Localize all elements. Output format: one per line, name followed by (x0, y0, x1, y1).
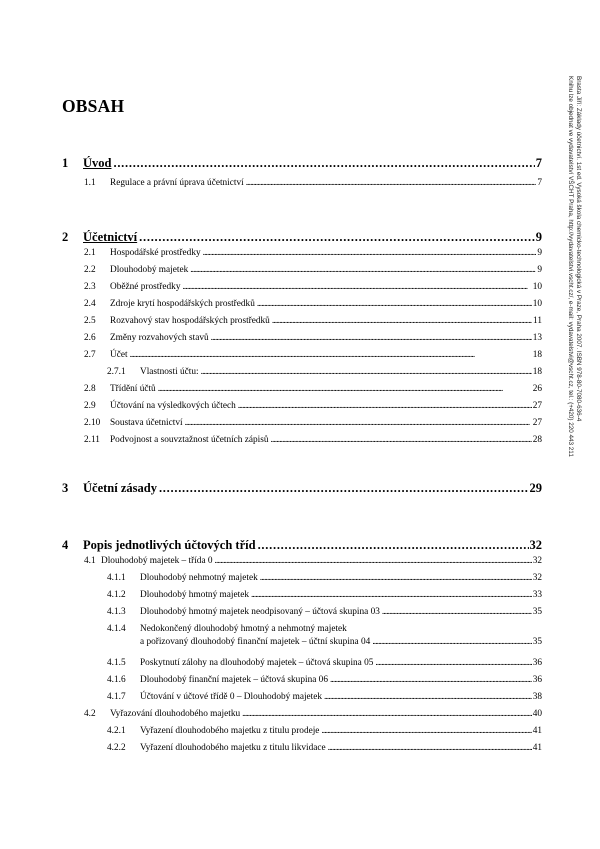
toc-leader (382, 607, 532, 617)
toc-number: 2.10 (84, 418, 101, 428)
toc-page: 9 (537, 248, 542, 258)
toc-title: Dlouhodobý majetek (110, 265, 189, 275)
toc-number: 2.7 (84, 350, 96, 360)
toc-title: Dlouhodobý finanční majetek – účtová skupina 06 (140, 675, 328, 685)
toc-title: Rozvahový stav hospodářských prostředků (110, 316, 270, 326)
toc-page: 7 (537, 178, 542, 188)
toc-page: 32 (532, 573, 542, 583)
toc-leader (324, 692, 532, 702)
toc-subsection-4-2-1[interactable] (107, 726, 542, 736)
toc-number: 4.1.7 (107, 692, 126, 702)
toc-title: Vyřazování dlouhodobého majetku (110, 709, 241, 719)
toc-title: Změny rozvahových stavů (110, 333, 209, 343)
toc-number: 2.7.1 (107, 367, 126, 377)
toc-title: Účtování na výsledkových účtech (110, 401, 236, 411)
toc-number: 4.1.5 (107, 658, 126, 668)
toc-leader (185, 418, 532, 428)
toc-number: 4 (62, 538, 69, 552)
toc-title: Regulace a právní úprava účetnictví (110, 178, 244, 188)
toc-chapter-1[interactable] (62, 156, 542, 171)
toc-number: 2.5 (84, 316, 96, 326)
toc-title: Oběžné prostředky (110, 282, 181, 292)
toc-page: 11 (533, 316, 542, 326)
toc-page: 26 (532, 384, 542, 394)
toc-section-2-6[interactable] (84, 333, 542, 343)
toc-page: 35 (532, 637, 542, 647)
toc-number: 4.1 (84, 556, 96, 566)
toc-leader (258, 538, 529, 553)
toc-number: 2.6 (84, 333, 96, 343)
toc-page: 29 (529, 481, 542, 495)
toc-section-2-9[interactable] (84, 401, 542, 411)
toc-subsection-4-1-3[interactable] (107, 607, 542, 617)
toc-title: Vyřazení dlouhodobého majetku z titulu likvidace (140, 743, 326, 753)
toc-number: 4.1.3 (107, 607, 126, 617)
toc-page: 38 (532, 692, 542, 702)
toc-number: 2.11 (84, 435, 100, 445)
toc-page: 10 (532, 282, 542, 292)
toc-page: 18 (532, 367, 542, 377)
toc-leader (182, 282, 531, 292)
toc-page: 28 (532, 435, 542, 445)
toc-subsection-4-1-2[interactable] (107, 590, 542, 600)
toc-title: Zdroje krytí hospodářských prostředků (110, 299, 255, 309)
toc-title: Úvod (83, 156, 112, 170)
toc-page: 32 (529, 538, 542, 552)
toc-page: 13 (532, 333, 542, 343)
toc-page: 7 (535, 156, 542, 170)
toc-number: 4.2.2 (107, 743, 126, 753)
toc-number: 4.1.4 (107, 624, 126, 634)
toc-title: Dlouhodobý nehmotný majetek (140, 573, 258, 583)
toc-page: 35 (532, 607, 542, 617)
toc-subsection-4-1-1[interactable] (107, 573, 542, 583)
toc-leader (158, 384, 532, 394)
toc-subsection-4-2-2[interactable] (107, 743, 542, 753)
toc-leader (113, 156, 534, 171)
toc-number: 2.1 (84, 248, 96, 258)
toc-page: 33 (532, 590, 542, 600)
toc-page: 18 (532, 350, 542, 360)
toc-subsection-4-1-6[interactable] (107, 675, 542, 685)
toc-number: 2.8 (84, 384, 96, 394)
toc-title: Poskytnutí zálohy na dlouhodobý majetek – účtová skupina 05 (140, 658, 374, 668)
toc-title: Soustava účetnictví (110, 418, 183, 428)
toc-title: Účetnictví (83, 230, 138, 244)
toc-leader (130, 350, 532, 360)
toc-leader (271, 435, 532, 445)
toc-section-2-7[interactable] (84, 350, 542, 360)
toc-number: 2 (62, 230, 69, 244)
toc-title-line-1: Nedokončený dlouhodobý hmotný a nehmotný majetek (140, 624, 347, 634)
toc-number: 4.2.1 (107, 726, 126, 736)
toc-leader (372, 637, 531, 647)
toc-leader (203, 248, 537, 258)
toc-number: 1 (62, 156, 69, 170)
toc-section-4-1[interactable] (84, 556, 542, 566)
side-note-order-info: Knihu lze objednat ve vydavatelství VŠCHT Praha, http://vydavatelstvi.vscht.cz/, e-mail: vydavatelstvi@vscht.cz, tel.: (+420) 220 443 211 (566, 76, 574, 457)
toc-number: 2.9 (84, 401, 96, 411)
toc-title: Dlouhodobý hmotný majetek (140, 590, 249, 600)
toc-section-2-3[interactable] (84, 282, 542, 292)
toc-page: 36 (532, 675, 542, 685)
toc-chapter-4[interactable] (62, 538, 542, 553)
toc-number: 4.1.1 (107, 573, 126, 583)
page-title: OBSAH (62, 96, 125, 116)
side-note-citation: Brasta Jiří: Základy účetnictví. 1st ed. Vysoká škola chemicko-technologická v Praze, Praha 2007. ISBN 978-80-7080-636-4 (575, 76, 582, 422)
toc-subsection-2-7-1[interactable] (107, 367, 542, 377)
toc-subsection-4-1-7[interactable] (107, 692, 542, 702)
toc-leader (139, 230, 535, 245)
toc-section-2-11[interactable] (84, 435, 542, 445)
toc-title: Vyřazení dlouhodobého majetku z titulu prodeje (140, 726, 320, 736)
toc-subsection-4-1-4[interactable] (107, 624, 542, 647)
toc-title: Třídění účtů (110, 384, 156, 394)
toc-title: Vlastnosti účtu: (140, 367, 199, 377)
toc-page: 32 (532, 556, 542, 566)
toc-page: 9 (535, 230, 542, 244)
toc-page: 27 (532, 418, 542, 428)
toc-leader (330, 675, 532, 685)
toc-section-2-2[interactable] (84, 265, 542, 275)
toc-page: 9 (537, 265, 542, 275)
toc-page: 36 (532, 658, 542, 668)
toc-title: Popis jednotlivých účtových tříd (83, 538, 256, 552)
toc-leader (321, 726, 531, 736)
toc-leader (215, 556, 532, 566)
toc-page: 10 (532, 299, 542, 309)
toc-leader (201, 367, 532, 377)
toc-number: 4.1.2 (107, 590, 126, 600)
toc-leader (251, 590, 532, 600)
toc-leader (260, 573, 532, 583)
toc-title: Dlouhodobý majetek – třída 0 (101, 556, 213, 566)
toc-title: Účtování v účtové třídě 0 – Dlouhodobý majetek (140, 692, 323, 702)
toc-number: 1.1 (84, 178, 96, 188)
toc-leader (375, 658, 531, 668)
toc-leader (272, 316, 532, 326)
toc-page: 40 (532, 709, 542, 719)
toc-leader (246, 178, 537, 188)
toc-section-2-5[interactable] (84, 316, 542, 326)
toc-title: Hospodářské prostředky (110, 248, 201, 258)
toc-number: 2.3 (84, 282, 96, 292)
toc-page: 41 (532, 726, 542, 736)
toc-number: 3 (62, 481, 69, 495)
toc-page: 41 (532, 743, 542, 753)
toc-number: 2.4 (84, 299, 96, 309)
toc-title: Podvojnost a souvztažnost účetních zápisů (110, 435, 269, 445)
toc-page: 27 (532, 401, 542, 411)
toc-chapter-3[interactable] (62, 481, 542, 496)
toc-section-1-1[interactable] (84, 178, 542, 188)
toc-leader (190, 265, 536, 275)
toc-leader (211, 333, 532, 343)
toc-leader (159, 481, 529, 496)
toc-leader (257, 299, 532, 309)
toc-section-2-10[interactable] (84, 418, 542, 428)
toc-section-2-8[interactable] (84, 384, 542, 394)
toc-title: Dlouhodobý hmotný majetek neodpisovaný – účtová skupina 03 (140, 607, 380, 617)
toc-title: Účetní zásady (83, 481, 157, 495)
toc-number: 2.2 (84, 265, 96, 275)
toc-number: 4.2 (84, 709, 96, 719)
toc-subsection-4-1-5[interactable] (107, 658, 542, 668)
toc-title: Účet (110, 350, 128, 360)
toc-title-line-2: a pořizovaný dlouhodobý finanční majetek – účtní skupina 04 (140, 637, 371, 647)
toc-section-4-2[interactable] (84, 709, 542, 719)
toc-section-2-4[interactable] (84, 299, 542, 309)
toc-leader (328, 743, 532, 753)
toc-number: 4.1.6 (107, 675, 126, 685)
toc-section-2-1[interactable] (84, 248, 542, 258)
toc-leader (242, 709, 532, 719)
toc-leader (238, 401, 532, 411)
toc-chapter-2[interactable] (62, 230, 542, 245)
